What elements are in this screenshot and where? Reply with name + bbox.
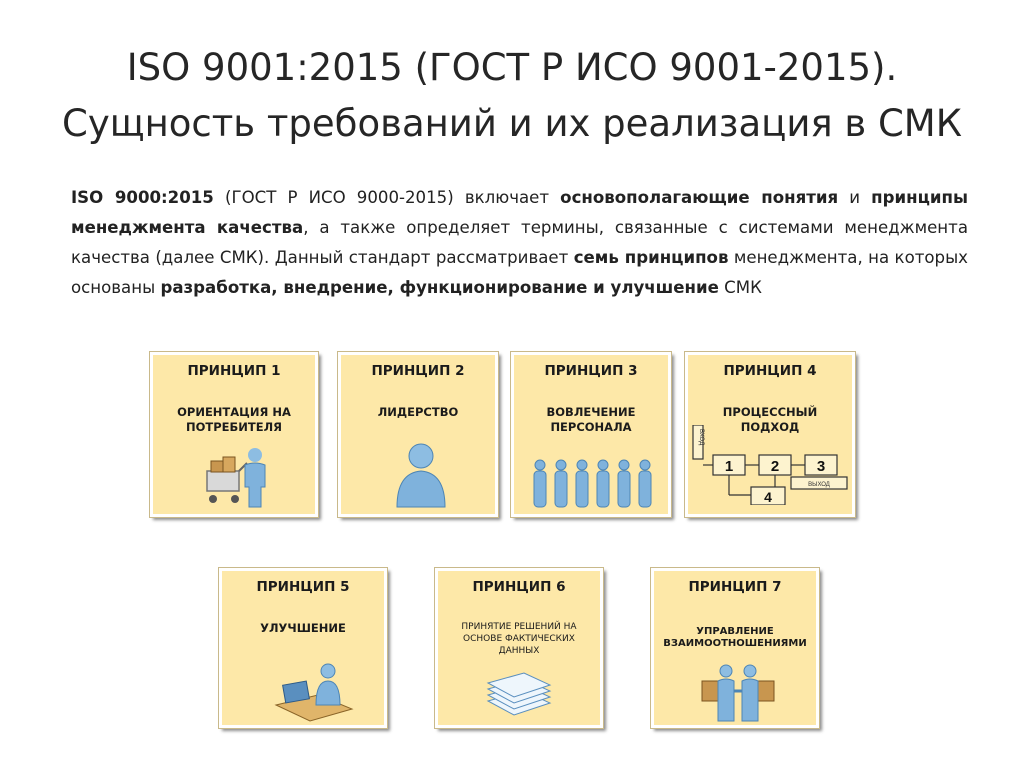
intro-text-2: и	[838, 188, 872, 207]
principle-card-3	[511, 352, 671, 517]
flow-box-3: 3	[816, 458, 826, 475]
card-heading: ПРИНЦИП 6	[472, 579, 566, 595]
flow-box-4: 4	[764, 489, 772, 505]
principle-card-2	[338, 352, 498, 517]
card-caption: ПРИНЯТИЕ РЕШЕНИЙ НА ОСНОВЕ ФАКТИЧЕСКИХ ДАННЫХ	[461, 622, 577, 656]
flow-box-2: 2	[770, 458, 780, 475]
card-caption: ВОВЛЕЧЕНИЕ ПЕРСОНАЛА	[546, 405, 636, 434]
intro-paragraph	[71, 183, 968, 303]
principle-card-5	[219, 568, 387, 728]
intro-text-3: , а также определяет термины, связанные с системами менеджмента качества (далее СМК). Данный стандарт рассматривает	[71, 218, 968, 267]
intro-bold-stages: разработка, внедрение, функционирование и улучшение	[160, 278, 719, 297]
principle-card-6	[435, 568, 603, 728]
flow-box-1: 1	[724, 458, 734, 475]
card-caption: ПРОЦЕССНЫЙ ПОДХОД	[722, 405, 818, 434]
flow-input-label: вход	[698, 429, 704, 446]
card-caption: ОРИЕНТАЦИЯ НА ПОТРЕБИТЕЛЯ	[177, 405, 291, 434]
card-caption: УЛУЧШЕНИЕ	[260, 621, 346, 635]
intro-bold-concepts: основополагающие понятия	[560, 188, 839, 207]
card-heading: ПРИНЦИП 3	[544, 363, 638, 379]
card-heading: ПРИНЦИП 4	[723, 363, 817, 379]
intro-bold-seven: семь принципов	[573, 248, 729, 267]
intro-text-4: менеджмента, на которых основаны	[71, 248, 969, 297]
process-flow-icon	[691, 425, 851, 505]
worker-desk-icon	[274, 659, 354, 723]
intro-text-5: СМК	[718, 278, 762, 297]
card-heading: ПРИНЦИП 1	[187, 363, 281, 379]
intro-bold-principles: принципы менеджмента качества	[71, 188, 968, 237]
principle-card-1	[150, 352, 318, 517]
principle-card-4	[685, 352, 855, 517]
flow-output-label: выход	[808, 482, 830, 488]
intro-standard: ISO 9000:2015	[71, 188, 214, 207]
title-line-2: Сущность требований и их реализация в СМК	[62, 102, 962, 145]
card-heading: ПРИНЦИП 5	[256, 579, 350, 595]
customer-cart-icon	[203, 447, 273, 509]
slide-title	[0, 40, 1024, 152]
intro-text-1: (ГОСТ Р ИСО 9000-2015) включает	[213, 188, 561, 207]
title-line-1: ISO 9001:2015 (ГОСТ Р ИСО 9001-2015).	[126, 46, 898, 89]
card-heading: ПРИНЦИП 2	[371, 363, 465, 379]
card-caption: УПРАВЛЕНИЕ ВЗАИМООТНОШЕНИЯМИ	[663, 626, 807, 649]
card-caption: ЛИДЕРСТВО	[377, 405, 459, 419]
leader-person-icon	[391, 441, 451, 511]
staff-group-icon	[528, 459, 658, 509]
principle-card-7	[651, 568, 819, 728]
card-heading: ПРИНЦИП 7	[688, 579, 782, 595]
handshake-people-icon	[698, 663, 778, 723]
documents-stack-icon	[484, 669, 554, 717]
